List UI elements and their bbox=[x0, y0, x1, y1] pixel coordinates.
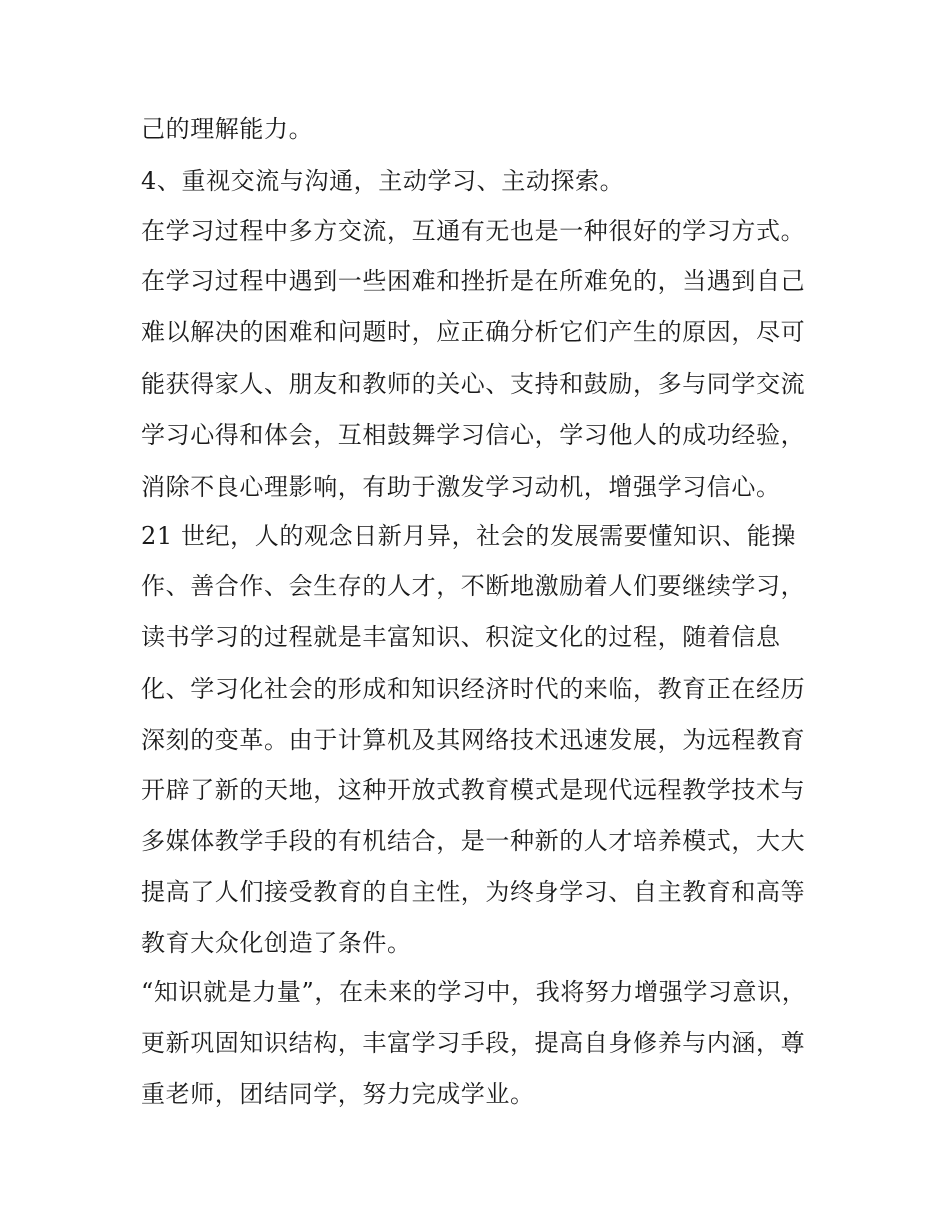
text-line: 提高了人们接受教育的自主性，为终身学习、自主教育和高等 bbox=[141, 878, 806, 906]
text-line: 能获得家人、朋友和教师的关心、支持和鼓励，多与同学交流 bbox=[141, 370, 806, 398]
text-line: 更新巩固知识结构，丰富学习手段，提高自身修养与内涵，尊 bbox=[141, 1029, 806, 1057]
text-line: “知识就是力量”，在未来的学习中，我将努力增强学习意识， bbox=[141, 978, 807, 1006]
text-line: 作、善合作、会生存的人才，不断地激励着人们要继续学习， bbox=[141, 572, 806, 600]
text-line: 学习心得和体会，互相鼓舞学习信心，学习他人的成功经验， bbox=[141, 421, 806, 449]
text-line: 化、学习化社会的形成和知识经济时代的来临，教育正在经历 bbox=[141, 675, 806, 703]
text-line: 开辟了新的天地，这种开放式教育模式是现代远程教学技术与 bbox=[141, 776, 806, 804]
text-line: 在学习过程中遇到一些困难和挫折是在所难免的，当遇到自己 bbox=[141, 267, 806, 295]
text-line: 难以解决的困难和问题时，应正确分析它们产生的原因，尽可 bbox=[141, 318, 806, 346]
text-line: 消除不良心理影响，有助于激发学习动机，增强学习信心。 bbox=[141, 473, 781, 501]
text-line: 重老师，团结同学，努力完成学业。 bbox=[141, 1080, 535, 1108]
text-line: 深刻的变革。由于计算机及其网络技术迅速发展，为远程教育 bbox=[141, 726, 806, 754]
text-line: 多媒体教学手段的有机结合，是一种新的人才培养模式，大大 bbox=[141, 827, 806, 855]
text-line: 在学习过程中多方交流，互通有无也是一种很好的学习方式。 bbox=[141, 217, 806, 245]
text-line: 4、重视交流与沟通，主动学习、主动探索。 bbox=[141, 167, 625, 195]
text-line: 21 世纪，人的观念日新月异，社会的发展需要懂知识、能操 bbox=[141, 522, 796, 550]
text-line: 教育大众化创造了条件。 bbox=[141, 929, 412, 957]
text-line: 己的理解能力。 bbox=[141, 115, 314, 143]
text-line: 读书学习的过程就是丰富知识、积淀文化的过程，随着信息 bbox=[141, 623, 781, 651]
